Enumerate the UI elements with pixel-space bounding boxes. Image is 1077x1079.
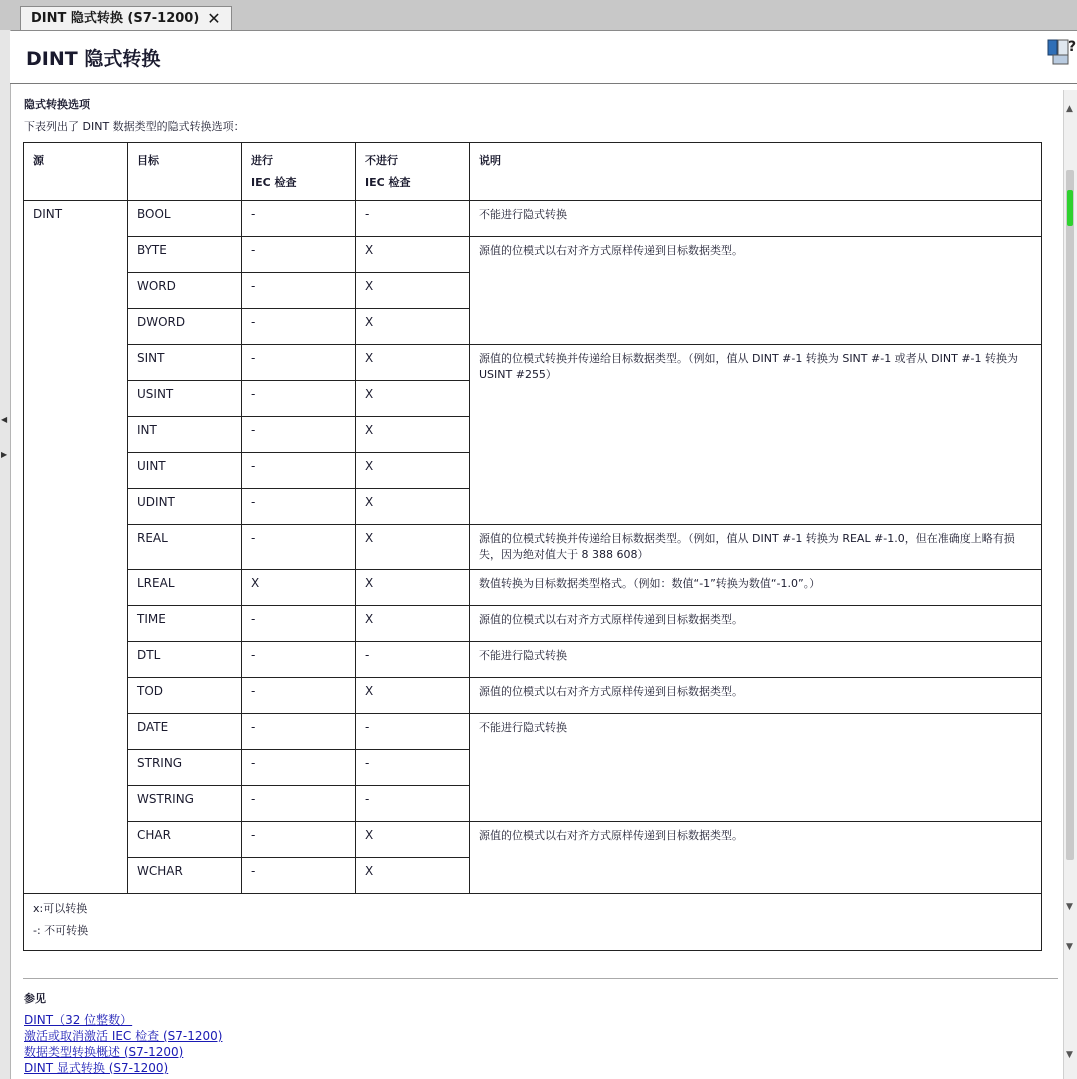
target-cell: STRING — [128, 750, 242, 786]
target-cell: REAL — [128, 525, 242, 570]
iec-cell: - — [242, 273, 356, 309]
link-conversion-overview[interactable]: 数据类型转换概述 (S7-1200) — [24, 1045, 184, 1059]
tab-dint-implicit-conversion[interactable] — [20, 6, 232, 30]
header-description: 说明 — [470, 143, 1042, 201]
target-cell: DTL — [128, 642, 242, 678]
iec-cell: - — [242, 309, 356, 345]
vertical-scrollbar[interactable] — [1063, 90, 1077, 1079]
scroll-up-icon[interactable]: ▲ — [1066, 104, 1073, 114]
description-cell: 不能进行隐式转换 — [470, 201, 1042, 237]
target-cell: WSTRING — [128, 786, 242, 822]
see-also-title: 参见 — [24, 992, 46, 1005]
iec-cell: - — [242, 606, 356, 642]
table-row — [24, 525, 1042, 570]
target-cell: USINT — [128, 381, 242, 417]
close-icon[interactable]: ✕ — [207, 8, 221, 28]
target-cell: UDINT — [128, 489, 242, 525]
help-content — [10, 84, 1062, 1079]
header-without-iec: 不进行 IEC 检查 — [356, 143, 470, 201]
tab-bar — [0, 0, 1077, 31]
scroll-down-icon[interactable]: ▼ — [1066, 902, 1073, 912]
header-with-iec: 进行 IEC 检查 — [242, 143, 356, 201]
iec-cell: - — [242, 489, 356, 525]
description-cell: 源值的位模式以右对齐方式原样传递到目标数据类型。 — [470, 678, 1042, 714]
iec-cell: - — [242, 714, 356, 750]
description-cell: 不能进行隐式转换 — [470, 642, 1042, 678]
noiec-cell: - — [356, 642, 470, 678]
scroll-position-marker — [1067, 190, 1073, 226]
noiec-cell: - — [356, 786, 470, 822]
noiec-cell: X — [356, 381, 470, 417]
description-cell: 数值转换为目标数据类型格式。（例如：数值“-1”转换为数值“-1.0”。） — [470, 570, 1042, 606]
table-row — [24, 606, 1042, 642]
table-row — [24, 714, 1042, 750]
target-cell: CHAR — [128, 822, 242, 858]
iec-cell: - — [242, 345, 356, 381]
table-row — [24, 237, 1042, 273]
noiec-cell: X — [356, 570, 470, 606]
table-row — [24, 642, 1042, 678]
noiec-cell: - — [356, 750, 470, 786]
target-cell: BYTE — [128, 237, 242, 273]
iec-cell: - — [242, 381, 356, 417]
legend-cell — [24, 894, 1042, 951]
target-cell: LREAL — [128, 570, 242, 606]
iec-cell: - — [242, 201, 356, 237]
see-also-links — [24, 1012, 222, 1076]
iec-cell: X — [242, 570, 356, 606]
table-row — [24, 570, 1042, 606]
table-row — [24, 678, 1042, 714]
target-cell: WORD — [128, 273, 242, 309]
description-cell: 源值的位模式以右对齐方式原样传递到目标数据类型。 — [470, 822, 1042, 894]
iec-cell: - — [242, 750, 356, 786]
target-cell: DWORD — [128, 309, 242, 345]
table-row — [24, 822, 1042, 858]
noiec-cell: X — [356, 273, 470, 309]
source-cell: DINT — [24, 201, 128, 894]
scroll-down-icon[interactable]: ▼ — [1066, 942, 1073, 952]
noiec-cell: X — [356, 678, 470, 714]
target-cell: UINT — [128, 453, 242, 489]
table-row — [24, 201, 1042, 237]
noiec-cell: X — [356, 345, 470, 381]
noiec-cell: X — [356, 858, 470, 894]
description-cell: 不能进行隐式转换 — [470, 714, 1042, 822]
chevron-left-icon[interactable]: ◀ — [1, 415, 8, 424]
target-cell: INT — [128, 417, 242, 453]
chevron-right-icon[interactable]: ▶ — [1, 450, 8, 459]
noiec-cell: X — [356, 822, 470, 858]
target-cell: SINT — [128, 345, 242, 381]
tab-label: DINT 隐式转换 (S7-1200) — [31, 10, 200, 26]
description-cell: 源值的位模式转换并传递给目标数据类型。（例如，值从 DINT #-1 转换为 REAL #-1.0，但在准确度上略有损失，因为绝对值大于 8 388 608） — [470, 525, 1042, 570]
divider — [23, 978, 1058, 979]
noiec-cell: X — [356, 453, 470, 489]
iec-cell: - — [242, 237, 356, 273]
noiec-cell: X — [356, 489, 470, 525]
iec-cell: - — [242, 858, 356, 894]
target-cell: WCHAR — [128, 858, 242, 894]
table-row — [24, 345, 1042, 381]
legend-row — [24, 894, 1042, 951]
noiec-cell: X — [356, 525, 470, 570]
noiec-cell: X — [356, 417, 470, 453]
link-dint-32bit[interactable]: DINT（32 位整数） — [24, 1013, 133, 1027]
noiec-cell: X — [356, 237, 470, 273]
iec-cell: - — [242, 525, 356, 570]
page-header — [10, 31, 1077, 84]
target-cell: BOOL — [128, 201, 242, 237]
svg-text:?: ? — [1068, 39, 1077, 55]
iec-cell: - — [242, 786, 356, 822]
description-cell: 源值的位模式转换并传递给目标数据类型。（例如，值从 DINT #-1 转换为 SINT #-1 或者从 DINT #-1 转换为 USINT #255） — [470, 345, 1042, 525]
noiec-cell: - — [356, 714, 470, 750]
conversion-table — [23, 142, 1042, 951]
legend-convertible: x:可以转换 — [33, 902, 88, 915]
help-icon[interactable] — [1047, 37, 1075, 67]
iec-cell: - — [242, 678, 356, 714]
section-title: 隐式转换选项 — [24, 98, 90, 111]
page-title: DINT 隐式转换 — [26, 48, 161, 70]
description-cell: 源值的位模式以右对齐方式原样传递到目标数据类型。 — [470, 606, 1042, 642]
noiec-cell: X — [356, 309, 470, 345]
header-target: 目标 — [128, 143, 242, 201]
target-cell: TOD — [128, 678, 242, 714]
iec-cell: - — [242, 642, 356, 678]
iec-cell: - — [242, 822, 356, 858]
section-intro: 下表列出了 DINT 数据类型的隐式转换选项： — [24, 120, 245, 133]
target-cell: DATE — [128, 714, 242, 750]
link-iec-check[interactable]: 激活或取消激活 IEC 检查 (S7-1200) — [24, 1029, 223, 1043]
noiec-cell: X — [356, 606, 470, 642]
iec-cell: - — [242, 417, 356, 453]
header-source: 源 — [24, 143, 128, 201]
iec-cell: - — [242, 453, 356, 489]
noiec-cell: - — [356, 201, 470, 237]
legend-not-convertible: -: 不可转换 — [33, 924, 89, 937]
scrollbar-thumb[interactable] — [1066, 170, 1074, 860]
scroll-down-icon[interactable]: ▼ — [1066, 1050, 1073, 1060]
target-cell: TIME — [128, 606, 242, 642]
description-cell: 源值的位模式以右对齐方式原样传递到目标数据类型。 — [470, 237, 1042, 345]
link-dint-explicit[interactable]: DINT 显式转换 (S7-1200) — [24, 1061, 169, 1075]
table-header-row — [24, 143, 1042, 201]
